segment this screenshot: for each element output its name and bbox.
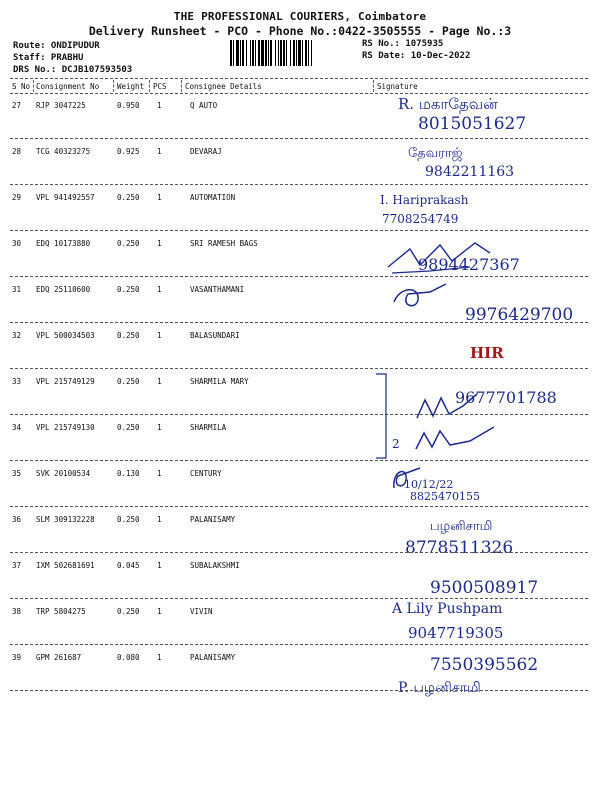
barcode-bar [261, 40, 264, 66]
cell-consignment: VPL 215749130 [36, 423, 95, 432]
cell-pcs: 1 [157, 607, 162, 616]
handwritten-phone: P. பழனிசாமி [398, 680, 481, 696]
barcode-bar [278, 40, 279, 66]
barcode-bar [265, 40, 267, 66]
barcode-bar [275, 40, 276, 66]
cell-weight: 0.250 [117, 607, 140, 616]
row-separator [10, 414, 588, 415]
row-separator [10, 368, 588, 369]
scribble-signature [410, 423, 500, 453]
cell-pcs: 1 [157, 377, 162, 386]
cell-sno: 31 [12, 285, 22, 294]
scribble-signature [388, 462, 428, 492]
row-separator [10, 276, 588, 277]
cell-consignee: DEVARAJ [190, 147, 222, 156]
row-separator [10, 460, 588, 461]
cell-pcs: 1 [157, 469, 162, 478]
cell-consignment: VPL 215749129 [36, 377, 95, 386]
cell-pcs: 1 [157, 239, 162, 248]
handwritten-signature: 7550395562 [430, 655, 539, 675]
col-divider [181, 80, 182, 92]
handwritten-signature: 2 [392, 437, 400, 451]
cell-consignee: Q AUTO [190, 101, 218, 110]
cell-consignment: RJP 3047225 [36, 101, 86, 110]
barcode-bar [250, 40, 251, 66]
cell-weight: 0.080 [117, 653, 140, 662]
cell-consignee: VASANTHAMANI [190, 285, 245, 294]
col-header-sno: S No [12, 82, 31, 91]
cell-pcs: 1 [157, 423, 162, 432]
cell-sno: 28 [12, 147, 22, 156]
cell-consignment: TRP 5804275 [36, 607, 86, 616]
handwritten-phone: 8778511326 [405, 538, 514, 558]
barcode-bar [268, 40, 269, 66]
rs-date: RS Date: 10-Dec-2022 [362, 51, 471, 61]
barcode-bar [252, 40, 254, 66]
col-divider [373, 80, 374, 92]
handwritten-phone: 9677701788 [455, 388, 557, 407]
barcode-bar [311, 40, 312, 66]
cell-consignment: EDQ 25110600 [36, 285, 91, 294]
cell-sno: 33 [12, 377, 22, 386]
cell-consignment: TCG 40323275 [36, 147, 91, 156]
row-separator [10, 138, 588, 139]
cell-pcs: 1 [157, 561, 162, 570]
cell-consignee: AUTOMATION [190, 193, 236, 202]
row-separator [10, 552, 588, 553]
cell-sno: 34 [12, 423, 22, 432]
handwritten-signature: I. Hariprakash [380, 193, 469, 207]
cell-pcs: 1 [157, 653, 162, 662]
cell-pcs: 1 [157, 101, 162, 110]
cell-sno: 27 [12, 101, 22, 110]
row-separator [10, 230, 588, 231]
header-top-rule [10, 78, 588, 79]
cell-weight: 0.250 [117, 515, 140, 524]
cell-weight: 0.250 [117, 423, 140, 432]
cell-consignee: PALANISAMY [190, 653, 236, 662]
cell-sno: 30 [12, 239, 22, 248]
cell-consignment: EDQ 10173880 [36, 239, 91, 248]
handwritten-phone: 9842211163 [425, 164, 515, 180]
cell-sno: 36 [12, 515, 22, 524]
cell-sno: 35 [12, 469, 22, 478]
cell-consignee: BALASUNDARI [190, 331, 240, 340]
scribble-signature [390, 282, 470, 312]
cell-weight: 0.950 [117, 101, 140, 110]
cell-weight: 0.250 [117, 193, 140, 202]
header-bottom-rule [10, 93, 588, 94]
handwritten-signature: R. மகாதேவன் [398, 95, 498, 113]
handwritten-phone: 8015051627 [418, 114, 527, 134]
cell-consignee: SRI RAMESH BAGS [190, 239, 258, 248]
col-header-consignment: Consignment No [36, 82, 100, 91]
cell-consignment: SLM 309132228 [36, 515, 95, 524]
barcode-bar [296, 40, 297, 66]
staff-label: Staff: PRABHU [13, 53, 84, 63]
drs-number: DRS No.: DCJB107593503 [13, 65, 133, 75]
cell-weight: 0.250 [117, 377, 140, 386]
bracket-mark [372, 372, 392, 460]
row-separator [10, 598, 588, 599]
cell-consignee: PALANISAMY [190, 515, 236, 524]
row-separator [10, 690, 588, 691]
col-header-pcs: PCS [153, 82, 167, 91]
handwritten-signature: HIR [470, 344, 504, 362]
barcode-bar [293, 40, 295, 66]
scribble-signature [415, 392, 485, 422]
cell-pcs: 1 [157, 147, 162, 156]
barcode-bar [302, 40, 303, 66]
cell-consignee: CENTURY [190, 469, 222, 478]
barcode-bar [258, 40, 260, 66]
handwritten-phone: 9500508917 [430, 578, 539, 598]
handwritten-phone: 9894427367 [418, 255, 520, 274]
row-separator [10, 322, 588, 323]
barcode-bar [255, 40, 256, 66]
cell-weight: 0.250 [117, 239, 140, 248]
handwritten-signature: தேவராஜ் [408, 146, 463, 161]
cell-consignee: SUBALAKSHMI [190, 561, 240, 570]
barcode-bar [246, 40, 247, 66]
barcode-bar [290, 40, 291, 66]
cell-pcs: 1 [157, 331, 162, 340]
barcode-bar [283, 40, 285, 66]
barcode-bar [240, 40, 241, 66]
col-header-consignee: Consignee Details [185, 82, 262, 91]
barcode [230, 40, 354, 66]
barcode-bar [270, 40, 272, 66]
handwritten-signature: 10/12/22 [404, 478, 454, 491]
cell-weight: 0.130 [117, 469, 140, 478]
handwritten-phone: 9047719305 [408, 624, 504, 642]
barcode-bar [286, 40, 287, 66]
cell-consignment: VPL 941492557 [36, 193, 95, 202]
col-header-weight: Weight [117, 82, 145, 91]
cell-consignment: SVK 20100534 [36, 469, 91, 478]
cell-pcs: 1 [157, 193, 162, 202]
cell-weight: 0.045 [117, 561, 140, 570]
row-separator [10, 506, 588, 507]
cell-weight: 0.250 [117, 331, 140, 340]
company-title: THE PROFESSIONAL COURIERS, Coimbatore [173, 10, 427, 23]
col-header-signature: Signature [377, 82, 418, 91]
col-divider [33, 80, 34, 92]
barcode-bar [298, 40, 301, 66]
cell-consignment: IXM 502681691 [36, 561, 95, 570]
barcode-bar [305, 40, 307, 66]
route-label: Route: ONDIPUDUR [13, 41, 100, 51]
cell-consignee: VIVIN [190, 607, 213, 616]
barcode-bar [242, 40, 244, 66]
cell-weight: 0.925 [117, 147, 140, 156]
cell-weight: 0.250 [117, 285, 140, 294]
scribble-signature [380, 237, 500, 282]
row-separator [10, 184, 588, 185]
cell-sno: 38 [12, 607, 22, 616]
cell-pcs: 1 [157, 285, 162, 294]
handwritten-phone: 7708254749 [382, 212, 459, 226]
cell-consignment: VPL 500034503 [36, 331, 95, 340]
handwritten-signature: A Lily Pushpam [392, 601, 503, 617]
rs-number: RS No.: 1075935 [362, 39, 444, 49]
barcode-bar [230, 40, 232, 66]
cell-sno: 29 [12, 193, 22, 202]
col-divider [113, 80, 114, 92]
cell-consignment: GPM 261687 [36, 653, 82, 662]
barcode-bar [280, 40, 282, 66]
cell-sno: 37 [12, 561, 22, 570]
col-divider [149, 80, 150, 92]
cell-pcs: 1 [157, 515, 162, 524]
row-separator [10, 644, 588, 645]
handwritten-phone: 8825470155 [410, 490, 480, 503]
cell-consignee: SHARMILA MARY [190, 377, 249, 386]
barcode-bar [308, 40, 309, 66]
handwritten-phone: 9976429700 [465, 305, 574, 325]
barcode-bar [236, 40, 239, 66]
cell-consignee: SHARMILA [190, 423, 227, 432]
barcode-bar [233, 40, 234, 66]
cell-sno: 39 [12, 653, 22, 662]
handwritten-signature: பழனிசாமி [430, 519, 493, 534]
cell-sno: 32 [12, 331, 22, 340]
runsheet-subtitle: Delivery Runsheet - PCO - Phone No.:0422-3505555 - Page No.:3 [88, 24, 512, 38]
